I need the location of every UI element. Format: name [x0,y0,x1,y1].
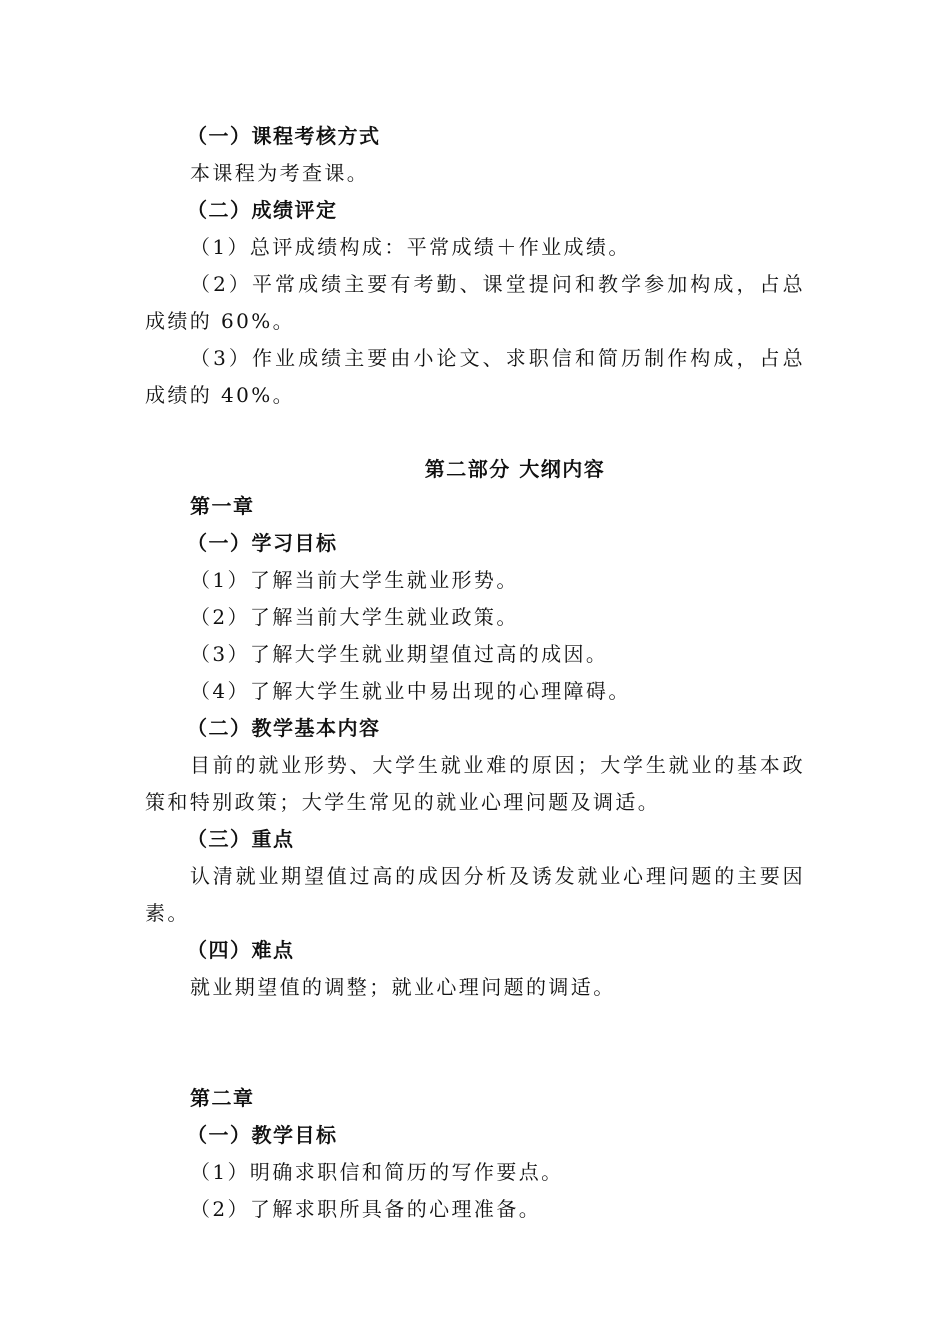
grade-item-3: （3）作业成绩主要由小论文、求职信和简历制作构成，占总成绩的 40%。 [145,346,805,407]
chapter1-goal-1: （1）了解当前大学生就业形势。 [190,568,519,592]
chapter1-goal-4: （4）了解大学生就业中易出现的心理障碍。 [190,679,631,703]
grade-item-1: （1）总评成绩构成：平常成绩＋作业成绩。 [190,235,631,259]
chapter1-goal-3: （3）了解大学生就业期望值过高的成因。 [190,642,609,666]
chapter1-goal-2: （2）了解当前大学生就业政策。 [190,605,519,629]
grade-item-2: （2）平常成绩主要有考勤、课堂提问和教学参加构成，占总成绩的 60%。 [145,272,805,333]
assessment-method-text: 本课程为考查课。 [190,161,370,185]
chapter2-goal-1: （1）明确求职信和简历的写作要点。 [190,1160,564,1184]
document-body [145,118,805,1228]
chapter1-key-heading: （三）重点 [187,827,295,851]
chapter1-content-text: 目前的就业形势、大学生就业难的原因；大学生就业的基本政策和特别政策；大学生常见的就业心理问题及调适。 [145,753,805,814]
chapter1-content-heading: （二）教学基本内容 [187,716,381,740]
chapter2-title: 第二章 [190,1086,255,1110]
heading-assessment-method: （一）课程考核方式 [187,124,381,148]
chapter1-title: 第一章 [190,494,255,518]
chapter2-goals-heading: （一）教学目标 [187,1123,338,1147]
chapter1-difficulty-text: 就业期望值的调整；就业心理问题的调适。 [190,975,616,999]
chapter2-goal-2: （2）了解求职所具备的心理准备。 [190,1197,542,1221]
chapter1-goals-heading: （一）学习目标 [187,531,338,555]
part-title: 第二部分 大纲内容 [424,457,606,481]
heading-grade-evaluation: （二）成绩评定 [187,198,338,222]
chapter1-difficulty-heading: （四）难点 [187,938,295,962]
chapter1-key-text: 认清就业期望值过高的成因分析及诱发就业心理问题的主要因素。 [145,864,805,925]
